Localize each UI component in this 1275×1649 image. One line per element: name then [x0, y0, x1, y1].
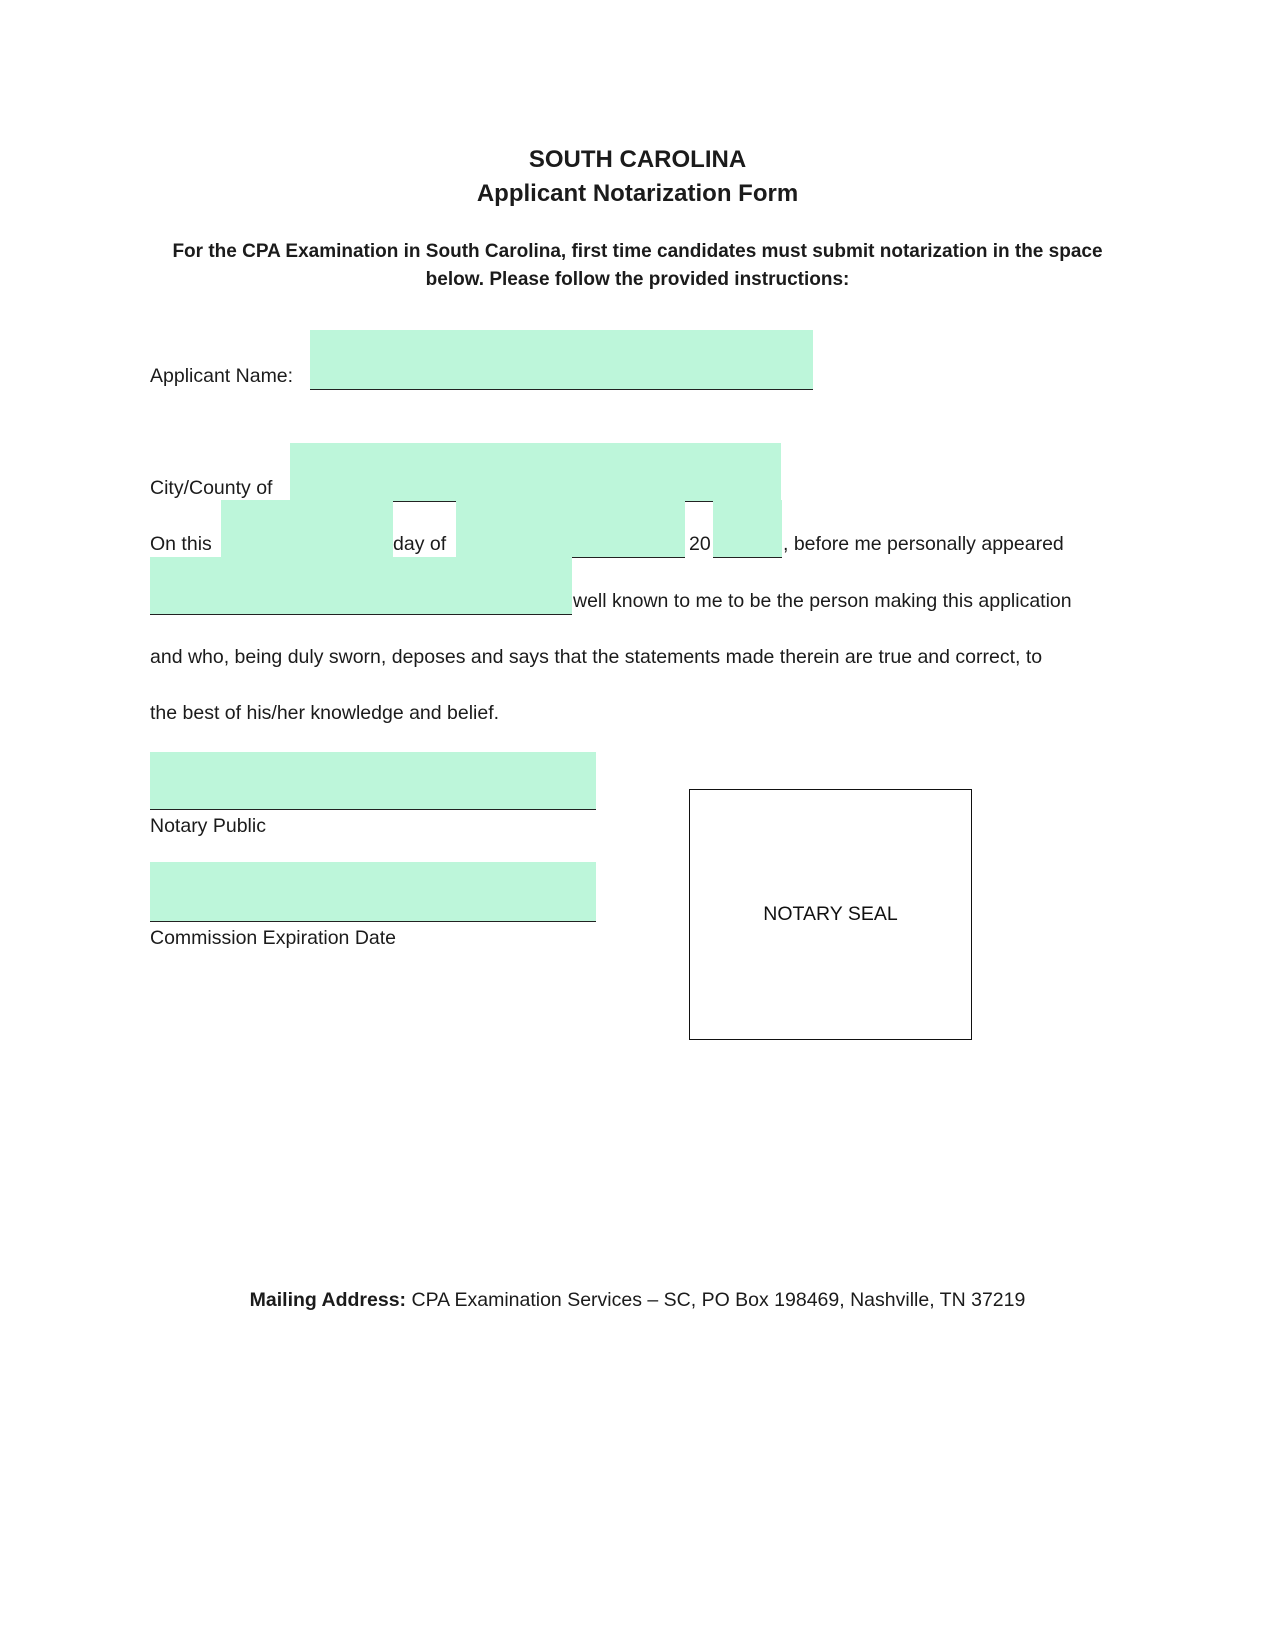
applicant-name-field[interactable]	[310, 330, 813, 390]
sworn-statement-line: and who, being duly sworn, deposes and says that the statements made therein are true and correct, to	[150, 646, 1043, 668]
notary-public-signature-field[interactable]	[150, 752, 596, 810]
city-county-field[interactable]	[290, 443, 781, 502]
commission-expiration-label: Commission Expiration Date	[150, 927, 397, 949]
mailing-address-value: CPA Examination Services – SC, PO Box 198469, Nashville, TN 37219	[406, 1289, 1026, 1311]
form-title: Applicant Notarization Form	[476, 180, 799, 207]
day-field[interactable]	[221, 500, 393, 558]
notary-public-label: Notary Public	[150, 815, 266, 837]
well-known-text: well known to me to be the person making this application	[573, 590, 1072, 612]
belief-line: the best of his/her knowledge and belief.	[150, 702, 500, 724]
appeared-text: , before me personally appeared	[783, 533, 1064, 555]
commission-expiration-field[interactable]	[150, 862, 596, 922]
mailing-address-label: Mailing Address:	[249, 1289, 407, 1311]
notary-seal-label: NOTARY SEAL	[763, 903, 898, 925]
on-this-label: On this	[150, 533, 212, 555]
day-of-label: day of	[393, 533, 447, 555]
month-field[interactable]	[456, 500, 685, 558]
state-heading: SOUTH CAROLINA	[528, 146, 747, 173]
intro-instructions: For the CPA Examination in South Carolina, first time candidates must submit notarization in the space below. Please follow the provided instructions:	[172, 241, 1103, 290]
year-prefix: 20	[689, 533, 711, 555]
year-field[interactable]	[713, 500, 782, 558]
applicant-name-label: Applicant Name:	[150, 365, 294, 387]
mailing-address	[0, 1288, 1275, 1312]
city-county-label: City/County of	[150, 477, 273, 499]
notary-seal-box	[689, 789, 972, 1040]
person-appeared-field[interactable]	[150, 557, 572, 615]
